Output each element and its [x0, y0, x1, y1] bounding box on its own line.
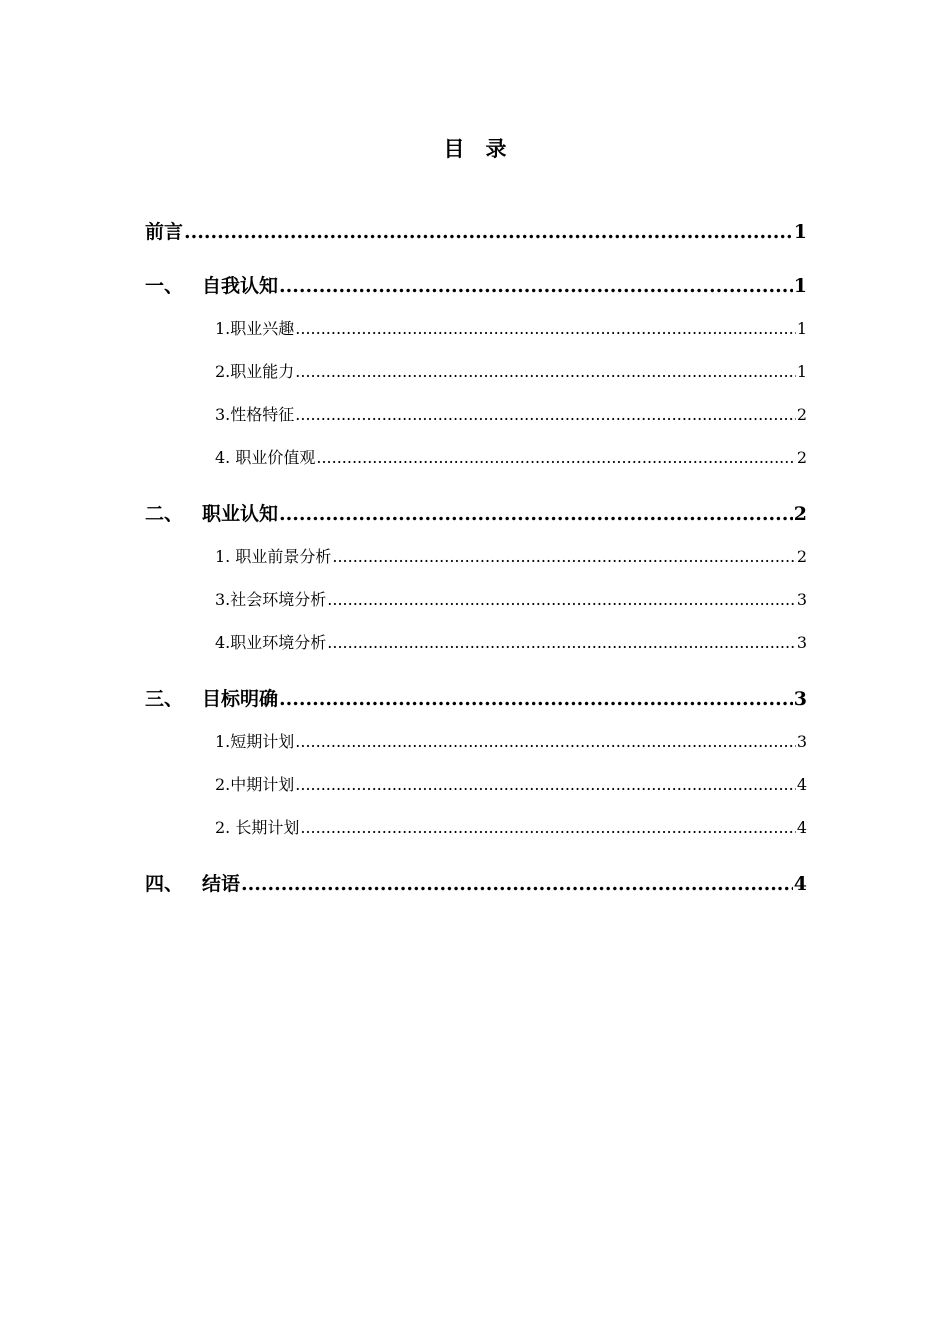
toc-entry-section-1[interactable]: [145, 271, 807, 298]
toc-entry-label: 3.性格特征: [215, 405, 295, 424]
dot-leader: [327, 633, 796, 652]
toc-entry-number: 二、: [145, 503, 184, 525]
dot-leader: [295, 362, 796, 381]
toc-entry-label: 4.职业环境分析: [215, 633, 327, 652]
toc-entry-label: 2. 长期计划: [215, 818, 300, 837]
toc-entry-page: 2: [796, 448, 807, 467]
toc-entry-page: 4: [793, 873, 807, 895]
dot-leader: [279, 688, 793, 710]
toc-entry-label: 2.中期计划: [215, 775, 295, 794]
dot-leader: [316, 448, 795, 467]
toc-entry-1-3[interactable]: [145, 402, 807, 425]
toc-entry-2-1[interactable]: [145, 544, 807, 567]
toc-title: 目 录: [443, 136, 507, 161]
dot-leader: [295, 775, 796, 794]
toc-entry-number: 一、: [145, 275, 184, 297]
toc-entry-label: 4. 职业价值观: [215, 448, 316, 467]
toc-entry-page: 2: [796, 547, 807, 566]
dot-leader: [184, 221, 793, 243]
toc-entry-1-1[interactable]: [145, 316, 807, 339]
toc-entry-label: 职业认知: [202, 503, 279, 525]
toc-entry-number: 四、: [145, 873, 184, 895]
toc-entry-label: 自我认知: [202, 275, 279, 297]
dot-leader: [332, 547, 795, 566]
toc-entry-page: 1: [796, 319, 807, 338]
toc-entry-2-3[interactable]: [145, 587, 807, 610]
toc-entry-3-2[interactable]: [145, 772, 807, 795]
toc-entry-label: 1. 职业前景分析: [215, 547, 332, 566]
toc-entry-label: 2.职业能力: [215, 362, 295, 381]
toc-entry-label: 目标明确: [202, 688, 279, 710]
dot-leader: [279, 275, 793, 297]
toc-entry-page: 2: [796, 405, 807, 424]
toc-entry-3-3[interactable]: [145, 815, 807, 838]
dot-leader: [327, 590, 796, 609]
toc-entry-label: 3.社会环境分析: [215, 590, 327, 609]
toc-entry-2-4[interactable]: [145, 630, 807, 653]
toc-entry-label: 前言: [145, 221, 184, 243]
toc-entry-1-2[interactable]: [145, 359, 807, 382]
dot-leader: [300, 818, 795, 837]
toc-entry-page: 3: [796, 633, 807, 652]
toc-entry-page: 3: [796, 590, 807, 609]
toc-entry-page: 4: [796, 818, 807, 837]
dot-leader: [241, 873, 793, 895]
toc-entry-label: 1.职业兴趣: [215, 319, 295, 338]
toc-entry-page: 1: [793, 275, 807, 297]
dot-leader: [295, 405, 796, 424]
toc-entry-page: 1: [796, 362, 807, 381]
toc-entry-3-1[interactable]: [145, 729, 807, 752]
toc-entry-section-2[interactable]: [145, 499, 807, 526]
toc-entry-section-4[interactable]: [145, 869, 807, 896]
toc-entry-page: 2: [793, 503, 807, 525]
toc-entry-label: 结语: [202, 873, 241, 895]
toc-entry-page: 4: [796, 775, 807, 794]
toc-entry-number: 三、: [145, 688, 184, 710]
toc-entry-section-3[interactable]: [145, 684, 807, 711]
dot-leader: [295, 319, 796, 338]
dot-leader: [279, 503, 793, 525]
toc-entry-page: 3: [796, 732, 807, 751]
toc-entry-page: 1: [793, 221, 807, 243]
toc-entry-label: 1.短期计划: [215, 732, 295, 751]
toc-entry-page: 3: [793, 688, 807, 710]
toc-entry-preface[interactable]: [145, 217, 807, 244]
dot-leader: [295, 732, 796, 751]
toc-entry-1-4[interactable]: [145, 445, 807, 468]
